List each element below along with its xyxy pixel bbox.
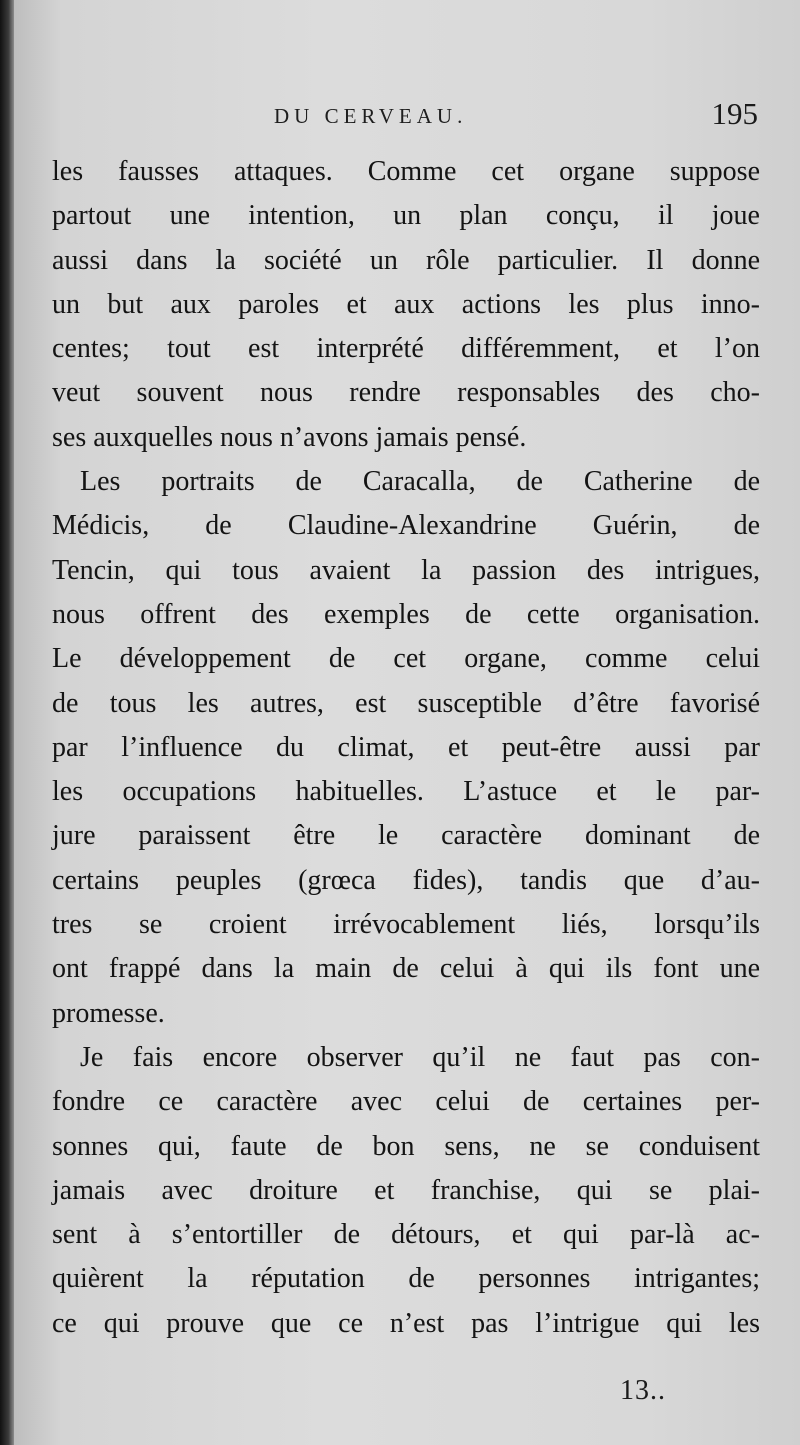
text-line: aussi dans la société un rôle particulier. Il donne (52, 244, 760, 276)
text-line: ses auxquelles nous n’avons jamais pensé. (52, 421, 527, 453)
text-line: sent à s’entortiller de détours, et qui par-là ac- (52, 1219, 760, 1251)
signature-mark: 13.. (620, 1375, 666, 1406)
text-line: veut souvent nous rendre responsables des cho- (52, 377, 760, 409)
text-line: Médicis, de Claudine-Alexandrine Guérin, de (52, 510, 760, 542)
text-line: quièrent la réputation de personnes intrigantes; (52, 1263, 760, 1295)
text-line: un but aux paroles et aux actions les plus inno- (52, 288, 760, 320)
book-page (14, 0, 800, 1445)
text-line: partout une intention, un plan conçu, il joue (52, 200, 760, 232)
text-line: sonnes qui, faute de bon sens, ne se conduisent (52, 1130, 760, 1162)
text-line: ce qui prouve que ce n’est pas l’intrigue qui les (52, 1307, 760, 1339)
text-line: les occupations habituelles. L’astuce et le par- (52, 776, 760, 808)
page-number: 195 (711, 96, 758, 131)
text-line: Tencin, qui tous avaient la passion des intrigues, (52, 554, 760, 586)
text-line: jamais avec droiture et franchise, qui se plai- (52, 1174, 760, 1206)
text-line: tres se croient irrévocablement liés, lorsqu’ils (52, 909, 760, 941)
book-gutter-shadow (0, 0, 14, 1445)
text-line: les fausses attaques. Comme cet organe suppose (52, 156, 760, 187)
text-line: centes; tout est interprété différemment, et l’on (52, 333, 760, 365)
text-line: de tous les autres, est susceptible d’être favorisé (52, 687, 760, 719)
body-text (52, 150, 760, 1346)
text-line: certains peuples (grœca fides), tandis que d’au- (52, 864, 760, 896)
text-line: nous offrent des exemples de cette organisation. (52, 598, 760, 630)
text-line: Le développement de cet organe, comme celui (52, 643, 760, 675)
text-line: jure paraissent être le caractère dominant de (52, 820, 760, 852)
running-head: DU CERVEAU. (274, 104, 468, 128)
text-line: fondre ce caractère avec celui de certaines per- (52, 1086, 760, 1118)
text-line: Les portraits de Caracalla, de Catherine de (80, 466, 760, 498)
text-line: ont frappé dans la main de celui à qui ils font une (52, 953, 760, 985)
text-line: par l’influence du climat, et peut-être aussi par (52, 731, 760, 763)
text-line: Je fais encore observer qu’il ne faut pas con- (80, 1041, 760, 1073)
text-line: promesse. (52, 997, 165, 1029)
